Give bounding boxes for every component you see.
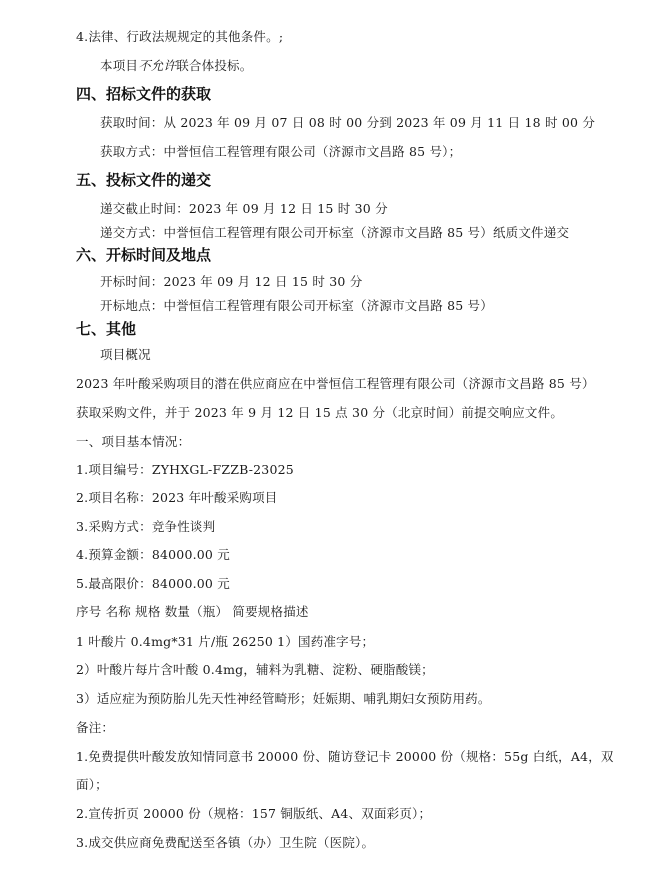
text-line: 获取方式：中誉恒信工程管理有限公司（济源市文昌路 85 号）； bbox=[100, 144, 462, 159]
text-fragment: 联合体投标。 bbox=[176, 58, 253, 73]
text-fragment-italic: 不允许 bbox=[138, 58, 177, 73]
text-line: 开标地点：中誉恒信工程管理有限公司开标室（济源市文昌路 85 号） bbox=[100, 298, 493, 313]
text-fragment: 本项目 bbox=[100, 58, 139, 73]
section-heading: 六、开标时间及地点 bbox=[76, 246, 212, 264]
text-line: 3.成交供应商免费配送至各镇（办）卫生院（医院）。 bbox=[76, 835, 375, 850]
text-line: 2）叶酸片每片含叶酸 0.4mg，辅料为乳糖、淀粉、硬脂酸镁； bbox=[76, 662, 434, 677]
text-line: 3）适应症为预防胎儿先天性神经管畸形；妊娠期、哺乳期妇女预防用药。 bbox=[76, 691, 491, 706]
text-line: 递交方式：中誉恒信工程管理有限公司开标室（济源市文昌路 85 号）纸质文件递交 bbox=[100, 225, 570, 240]
text-line: 3.采购方式：竞争性谈判 bbox=[76, 519, 216, 534]
text-line: 2.项目名称：2023 年叶酸采购项目 bbox=[76, 490, 278, 505]
section-heading: 七、其他 bbox=[76, 320, 137, 338]
text-line: 4.法律、行政法规规定的其他条件。; bbox=[76, 29, 284, 44]
text-line: 开标时间：2023 年 09 月 12 日 15 时 30 分 bbox=[100, 274, 363, 289]
text-line: 备注： bbox=[76, 720, 115, 735]
text-line bbox=[100, 58, 252, 74]
text-line: 序号 名称 规格 数量（瓶） 简要规格描述 bbox=[76, 604, 309, 619]
text-line: 面）； bbox=[76, 777, 108, 792]
text-line: 项目概况 bbox=[100, 347, 151, 362]
text-line: 4.预算金额：84000.00 元 bbox=[76, 547, 230, 562]
section-heading: 四、招标文件的获取 bbox=[76, 85, 212, 103]
text-line: 1.项目编号：ZYHXGL-FZZB-23025 bbox=[76, 462, 294, 477]
section-heading: 五、投标文件的递交 bbox=[76, 171, 212, 189]
text-line: 1 叶酸片 0.4mg*31 片/瓶 26250 1）国药准字号； bbox=[76, 634, 375, 649]
text-line: 2.宣传折页 20000 份（规格：157 铜版纸、A4、双面彩页）； bbox=[76, 806, 432, 821]
text-line: 5.最高限价：84000.00 元 bbox=[76, 576, 230, 591]
text-line: 1.免费提供叶酸发放知情同意书 20000 份、随访登记卡 20000 份（规格：55g 白纸，A4，双 bbox=[76, 749, 614, 764]
text-line: 2023 年叶酸采购项目的潜在供应商应在中誉恒信工程管理有限公司（济源市文昌路 85 号） bbox=[76, 376, 595, 391]
text-line: 递交截止时间：2023 年 09 月 12 日 15 时 30 分 bbox=[100, 201, 388, 216]
text-line: 获取时间：从 2023 年 09 月 07 日 08 时 00 分到 2023 年 09 月 11 日 18 时 00 分 bbox=[100, 115, 596, 130]
text-line: 一、项目基本情况： bbox=[76, 434, 191, 449]
text-line: 获取采购文件，并于 2023 年 9 月 12 日 15 点 30 分（北京时间）前提交响应文件。 bbox=[76, 405, 564, 420]
